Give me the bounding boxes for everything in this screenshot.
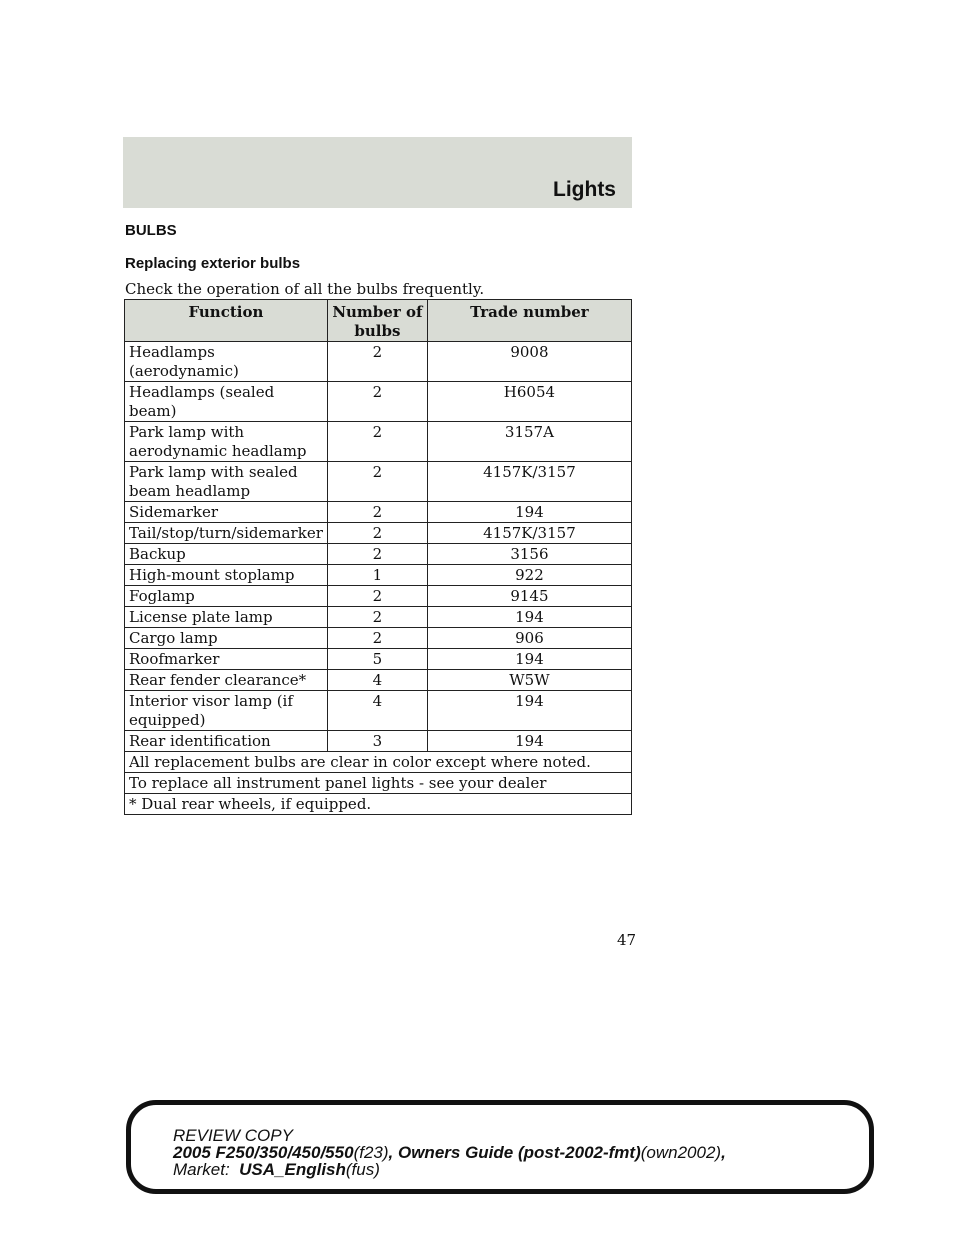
table-note: To replace all instrument panel lights - see your dealer bbox=[125, 773, 632, 794]
cell-function: Headlamps (aerodynamic) bbox=[125, 342, 328, 382]
cell-trade: 194 bbox=[427, 607, 631, 628]
footer-text bbox=[173, 1127, 726, 1178]
table-row bbox=[125, 523, 632, 544]
footer-model-line bbox=[173, 1144, 726, 1161]
cell-trade: H6054 bbox=[427, 382, 631, 422]
cell-function: Cargo lamp bbox=[125, 628, 328, 649]
table-row bbox=[125, 382, 632, 422]
cell-number: 1 bbox=[327, 565, 427, 586]
cell-trade: 9008 bbox=[427, 342, 631, 382]
sub-heading: Replacing exterior bulbs bbox=[125, 255, 301, 272]
footer-market: USA_English bbox=[239, 1160, 346, 1179]
cell-number: 3 bbox=[327, 731, 427, 752]
table-note: All replacement bulbs are clear in color except where noted. bbox=[125, 752, 632, 773]
cell-number: 2 bbox=[327, 422, 427, 462]
table-row bbox=[125, 342, 632, 382]
table-row bbox=[125, 607, 632, 628]
cell-function: Headlamps (sealed beam) bbox=[125, 382, 328, 422]
bulb-table bbox=[124, 299, 632, 815]
table-note-row bbox=[125, 794, 632, 815]
cell-number: 4 bbox=[327, 691, 427, 731]
cell-trade: 194 bbox=[427, 731, 631, 752]
column-header-number: Number of bulbs bbox=[327, 300, 427, 342]
cell-trade: 194 bbox=[427, 502, 631, 523]
cell-function: High-mount stoplamp bbox=[125, 565, 328, 586]
table-row bbox=[125, 731, 632, 752]
footer-market-code: (fus) bbox=[345, 1160, 380, 1179]
cell-trade: 906 bbox=[427, 628, 631, 649]
footer-market-line bbox=[173, 1161, 726, 1178]
cell-function: Roofmarker bbox=[125, 649, 328, 670]
cell-function: Park lamp with aerodynamic headlamp bbox=[125, 422, 328, 462]
cell-trade: 4157K/3157 bbox=[427, 523, 631, 544]
column-header-function: Function bbox=[125, 300, 328, 342]
footer-sep1: , bbox=[388, 1143, 398, 1162]
cell-number: 4 bbox=[327, 670, 427, 691]
cell-function: Rear fender clearance* bbox=[125, 670, 328, 691]
footer-model: 2005 F250/350/450/550 bbox=[173, 1143, 354, 1162]
cell-function: Park lamp with sealed beam headlamp bbox=[125, 462, 328, 502]
table-row bbox=[125, 502, 632, 523]
table-row bbox=[125, 691, 632, 731]
table-row bbox=[125, 649, 632, 670]
cell-trade: 3157A bbox=[427, 422, 631, 462]
cell-trade: 194 bbox=[427, 691, 631, 731]
cell-function: Backup bbox=[125, 544, 328, 565]
cell-number: 2 bbox=[327, 607, 427, 628]
cell-function: Rear identification bbox=[125, 731, 328, 752]
footer-market-label: Market: bbox=[173, 1160, 230, 1179]
table-note: * Dual rear wheels, if equipped. bbox=[125, 794, 632, 815]
cell-trade: 4157K/3157 bbox=[427, 462, 631, 502]
cell-function: License plate lamp bbox=[125, 607, 328, 628]
cell-number: 2 bbox=[327, 342, 427, 382]
table-row bbox=[125, 670, 632, 691]
cell-function: Interior visor lamp (if equipped) bbox=[125, 691, 328, 731]
table-row bbox=[125, 544, 632, 565]
footer-review: REVIEW COPY bbox=[173, 1126, 293, 1145]
table-row bbox=[125, 586, 632, 607]
footer-model-code: (f23) bbox=[353, 1143, 389, 1162]
page-number: 47 bbox=[617, 931, 637, 949]
table-row bbox=[125, 565, 632, 586]
table-row bbox=[125, 628, 632, 649]
table-header-row bbox=[125, 300, 632, 342]
cell-number: 2 bbox=[327, 586, 427, 607]
table-note-row bbox=[125, 773, 632, 794]
section-heading: BULBS bbox=[125, 222, 177, 239]
header-band bbox=[123, 137, 632, 208]
cell-trade: W5W bbox=[427, 670, 631, 691]
table-body bbox=[125, 342, 632, 815]
cell-function: Tail/stop/turn/sidemarker bbox=[125, 523, 328, 544]
cell-number: 2 bbox=[327, 462, 427, 502]
footer-box bbox=[126, 1100, 874, 1194]
cell-number: 5 bbox=[327, 649, 427, 670]
cell-function: Sidemarker bbox=[125, 502, 328, 523]
cell-number: 2 bbox=[327, 502, 427, 523]
cell-number: 2 bbox=[327, 523, 427, 544]
column-header-trade: Trade number bbox=[427, 300, 631, 342]
cell-trade: 922 bbox=[427, 565, 631, 586]
cell-trade: 3156 bbox=[427, 544, 631, 565]
footer-guide: Owners Guide (post-2002-fmt) bbox=[397, 1143, 641, 1162]
footer-sep2: , bbox=[721, 1143, 726, 1162]
table-row bbox=[125, 462, 632, 502]
page-title: Lights bbox=[553, 178, 616, 201]
cell-number: 2 bbox=[327, 382, 427, 422]
cell-number: 2 bbox=[327, 544, 427, 565]
cell-function: Foglamp bbox=[125, 586, 328, 607]
cell-trade: 194 bbox=[427, 649, 631, 670]
cell-trade: 9145 bbox=[427, 586, 631, 607]
table-row bbox=[125, 422, 632, 462]
cell-number: 2 bbox=[327, 628, 427, 649]
intro-text: Check the operation of all the bulbs frequently. bbox=[125, 280, 485, 298]
footer-guide-code: (own2002) bbox=[640, 1143, 722, 1162]
table-note-row bbox=[125, 752, 632, 773]
